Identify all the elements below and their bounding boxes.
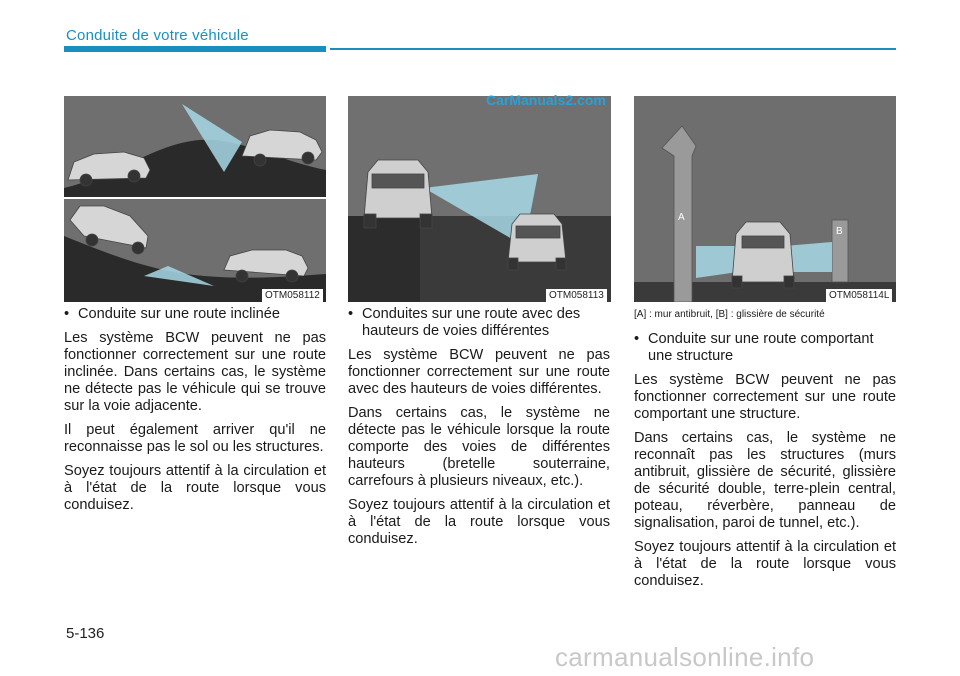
paragraph: Il peut également arriver qu'il ne reconnaisse pas le sol ou les structures. bbox=[64, 422, 326, 455]
image-code-2: OTM058113 bbox=[546, 289, 607, 302]
bullet-item bbox=[64, 306, 326, 323]
bullet-dot: • bbox=[634, 331, 640, 347]
header-accent-bar bbox=[64, 46, 326, 52]
footer-site-watermark: carmanualsonline.info bbox=[555, 642, 815, 672]
watermark-logo: CarManuals2.com bbox=[486, 92, 606, 108]
label-a: A bbox=[678, 212, 685, 223]
image-code-3: OTM058114L bbox=[826, 289, 892, 302]
bullet-dot: • bbox=[64, 306, 70, 322]
paragraph: Soyez toujours attentif à la circulation et à l'état de la route lorsque vous conduisez. bbox=[64, 463, 326, 513]
paragraph: Les système BCW peuvent ne pas fonctionner correctement sur une route inclinée. Dans certains cas, le système ne détecte pas le véhicule qui se trouve sur la voie adjacente. bbox=[64, 330, 326, 414]
paragraph: Les système BCW peuvent ne pas fonctionner correctement sur une route avec des hauteurs de voies différentes. bbox=[348, 347, 610, 397]
illustration-lane-heights bbox=[348, 96, 611, 302]
image-code-1: OTM058112 bbox=[262, 289, 323, 302]
page-number: 5-136 bbox=[66, 625, 105, 642]
paragraph: Soyez toujours attentif à la circulation et à l'état de la route lorsque vous conduisez. bbox=[634, 539, 896, 589]
illustration-road-structure bbox=[634, 96, 896, 302]
paragraph: Soyez toujours attentif à la circulation et à l'état de la route lorsque vous conduisez. bbox=[348, 497, 610, 547]
road-structure-drawing bbox=[634, 96, 896, 302]
bullet-dot: • bbox=[348, 306, 354, 322]
header-rule bbox=[330, 48, 896, 50]
text-column-2 bbox=[348, 306, 610, 555]
paragraph: Les système BCW peuvent ne pas fonctionner correctement sur une route comportant une structure. bbox=[634, 372, 896, 422]
section-title: Conduite de votre véhicule bbox=[66, 27, 249, 44]
illustration-inclined-road bbox=[64, 96, 326, 302]
paragraph: Dans certains cas, le système ne reconnaît pas les structures (murs antibruit, glissière de sécurité, glissière de sécurité double, terre-plein central, poteau, réverbère, panneau de signalisation, paroi de tunnel, etc.). bbox=[634, 430, 896, 531]
bullet-item bbox=[348, 306, 610, 340]
text-column-3 bbox=[634, 306, 896, 597]
figure-note: [A] : mur antibruit, [B] : glissière de sécurité bbox=[634, 309, 825, 320]
bullet-text: Conduites sur une route avec des hauteurs de voies différentes bbox=[362, 306, 581, 339]
bullet-text: Conduite sur une route comportant une structure bbox=[648, 331, 874, 364]
bullet-item bbox=[634, 331, 896, 365]
paragraph: Dans certains cas, le système ne détecte pas le véhicule lorsque la route comporte des voies de différentes hauteurs (bretelle souterraine, carrefours à plusieurs niveaux, etc.). bbox=[348, 405, 610, 489]
lane-heights-drawing bbox=[348, 96, 611, 302]
text-column-1 bbox=[64, 306, 326, 521]
inclined-road-drawing bbox=[64, 96, 326, 302]
label-b: B bbox=[836, 226, 843, 237]
bullet-text: Conduite sur une route inclinée bbox=[78, 306, 281, 322]
